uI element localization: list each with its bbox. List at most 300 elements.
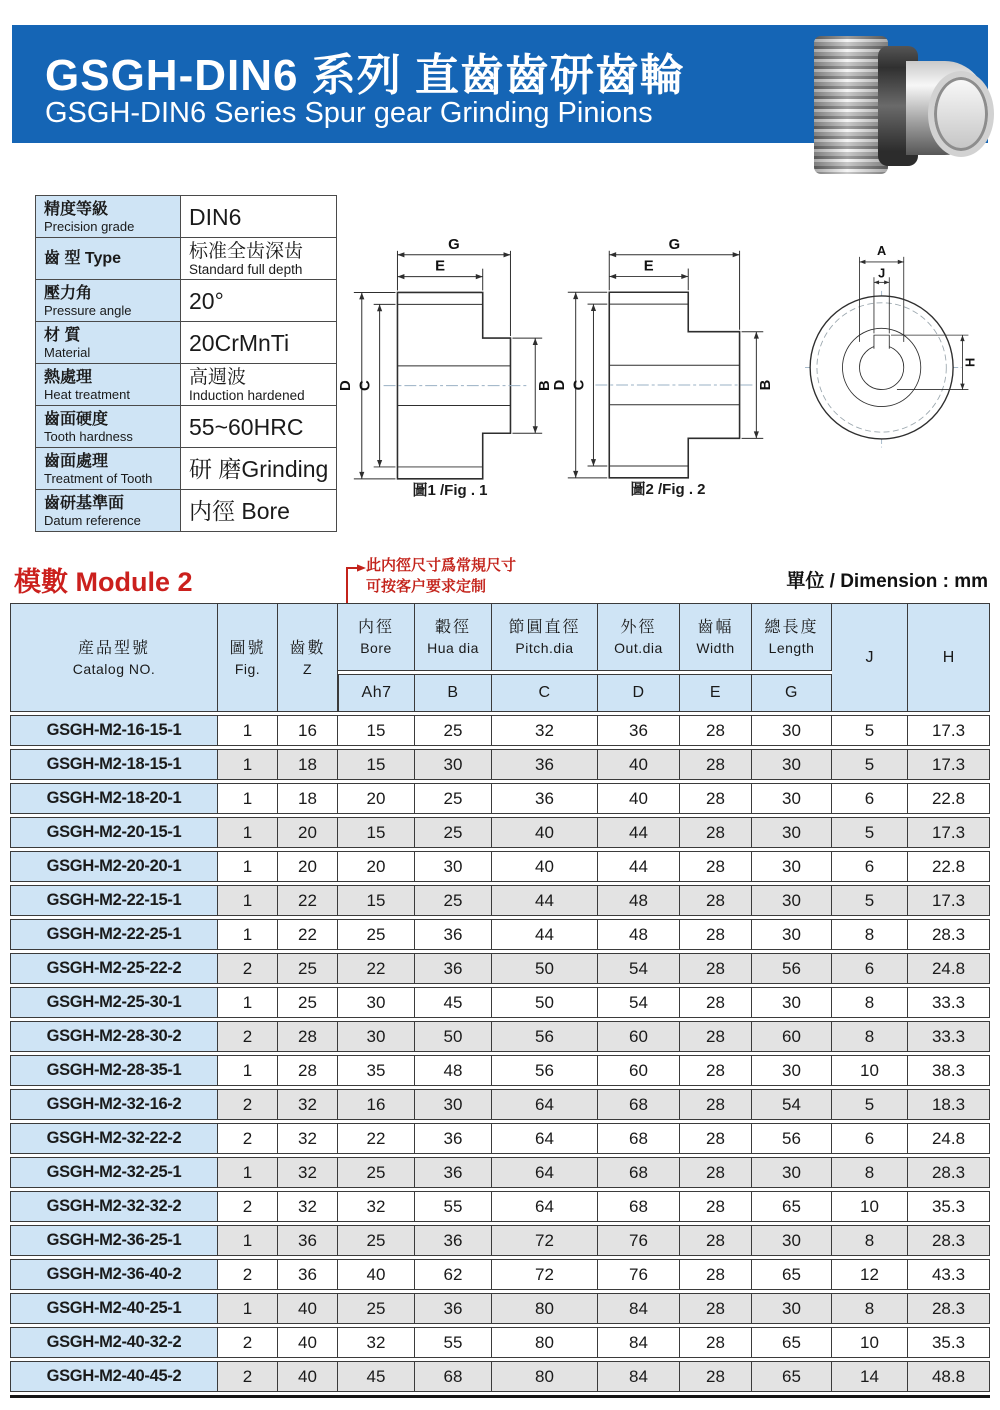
technical-drawings: [330, 233, 992, 503]
out-dia-cell: 84: [598, 1293, 680, 1324]
width-cell: 28: [680, 1021, 752, 1052]
width-cell: 28: [680, 1123, 752, 1154]
catalog-number-cell: GSGH-M2-28-35-1: [10, 1055, 218, 1086]
catalog-row: [10, 715, 990, 746]
spec-value-cell: [181, 364, 337, 406]
length-cell: 30: [752, 1225, 832, 1256]
spec-label-cell: [36, 448, 181, 490]
teeth-count-cell: 25: [278, 987, 338, 1018]
pitch-dia-cell: 40: [492, 817, 598, 848]
catalog-row: [10, 1123, 990, 1154]
spec-row: [36, 448, 337, 490]
teeth-count-cell: 20: [278, 817, 338, 848]
pitch-dia-cell: 64: [492, 1089, 598, 1120]
spec-label-zh: 精度等級: [44, 200, 109, 218]
hub-dia-cell: 30: [415, 1089, 492, 1120]
out-dia-cell: 40: [598, 783, 680, 814]
spec-value: 20CrMnTi: [189, 329, 290, 356]
h-cell: 43.3: [908, 1259, 990, 1290]
j-cell: 10: [832, 1327, 908, 1358]
bore-cell: 30: [338, 987, 415, 1018]
width-cell: 28: [680, 1259, 752, 1290]
j-cell: 6: [832, 851, 908, 882]
page-title-en: GSGH-DIN6 Series Spur gear Grinding Pinions: [45, 97, 653, 129]
length-cell: 65: [752, 1191, 832, 1222]
out-dia-cell: 68: [598, 1157, 680, 1188]
hub-dia-cell: 62: [415, 1259, 492, 1290]
h-cell: 35.3: [908, 1191, 990, 1222]
subcol-ah7: Ah7: [338, 674, 415, 712]
j-cell: 5: [832, 1089, 908, 1120]
j-cell: 8: [832, 1021, 908, 1052]
hub-dia-cell: 30: [415, 749, 492, 780]
spec-label-en: Pressure angle: [44, 302, 132, 318]
dim-label-c: C: [357, 380, 374, 392]
subcol-g: G: [752, 674, 832, 712]
subcol-e: E: [680, 674, 752, 712]
spec-row: [36, 238, 337, 280]
bore-cell: 45: [338, 1361, 415, 1392]
spec-label-zh: 熱處理: [44, 368, 93, 386]
fig-cell: 1: [218, 987, 278, 1018]
catalog-table-body: [10, 715, 990, 1392]
length-cell: 30: [752, 1055, 832, 1086]
j-cell: 5: [832, 749, 908, 780]
spec-value-cell: [181, 322, 337, 364]
h-cell: 22.8: [908, 851, 990, 882]
catalog-row: [10, 783, 990, 814]
catalog-number-cell: GSGH-M2-20-20-1: [10, 851, 218, 882]
spec-label-en: Tooth hardness: [44, 428, 133, 444]
spec-label-zh: 壓力角: [44, 284, 93, 302]
subcol-c: C: [492, 674, 598, 712]
fig-cell: 2: [218, 1191, 278, 1222]
bore-cell: 22: [338, 953, 415, 984]
catalog-number-cell: GSGH-M2-22-15-1: [10, 885, 218, 916]
spec-value: 研 磨Grinding: [189, 455, 329, 482]
h-cell: 28.3: [908, 1157, 990, 1188]
teeth-count-cell: 22: [278, 919, 338, 950]
catalog-number-cell: GSGH-M2-16-15-1: [10, 715, 218, 746]
spec-row: [36, 280, 337, 322]
col-header-pitch: 節圓直徑 Pitch.dia: [492, 603, 598, 671]
length-cell: 60: [752, 1021, 832, 1052]
h-cell: 17.3: [908, 715, 990, 746]
j-cell: 5: [832, 715, 908, 746]
fig-cell: 2: [218, 1259, 278, 1290]
pitch-dia-cell: 36: [492, 749, 598, 780]
hub-dia-cell: 30: [415, 851, 492, 882]
catalog-row: [10, 987, 990, 1018]
h-cell: 24.8: [908, 1123, 990, 1154]
gear-teeth-image: [814, 36, 888, 174]
hub-dia-cell: 36: [415, 1157, 492, 1188]
out-dia-cell: 48: [598, 919, 680, 950]
spec-label-zh: 齒 型 Type: [44, 250, 122, 267]
col-header-length: 總長度 Length: [752, 603, 832, 671]
pitch-dia-cell: 40: [492, 851, 598, 882]
hub-dia-cell: 50: [415, 1021, 492, 1052]
catalog-number-cell: GSGH-M2-25-22-2: [10, 953, 218, 984]
h-cell: 28.3: [908, 1225, 990, 1256]
spec-value-cell: [181, 196, 337, 238]
fig-cell: 1: [218, 919, 278, 950]
spec-label-cell: [36, 364, 181, 406]
spec-value-cell: [181, 490, 337, 532]
pitch-dia-cell: 56: [492, 1055, 598, 1086]
j-cell: 8: [832, 1225, 908, 1256]
spec-label-cell: [36, 490, 181, 532]
col-header-width: 齒幅 Width: [680, 603, 752, 671]
col-header-fig: 圖號 Fig.: [218, 603, 278, 712]
width-cell: 28: [680, 953, 752, 984]
hub-dia-cell: 55: [415, 1191, 492, 1222]
teeth-count-cell: 16: [278, 715, 338, 746]
bore-note-line2: 可按客户要求定制: [366, 578, 487, 595]
length-cell: 54: [752, 1089, 832, 1120]
bore-note: [366, 555, 516, 597]
out-dia-cell: 44: [598, 817, 680, 848]
spec-value: 高週波: [189, 366, 247, 388]
dim-label-e: E: [643, 258, 654, 275]
bore-cell: 25: [338, 1225, 415, 1256]
spec-table: [35, 195, 337, 532]
catalog-row: [10, 817, 990, 848]
h-cell: 18.3: [908, 1089, 990, 1120]
width-cell: 28: [680, 987, 752, 1018]
spec-label-en: Material: [44, 344, 91, 360]
pitch-dia-cell: 80: [492, 1361, 598, 1392]
pitch-dia-cell: 80: [492, 1327, 598, 1358]
fig-cell: 1: [218, 885, 278, 916]
out-dia-cell: 84: [598, 1327, 680, 1358]
j-cell: 6: [832, 783, 908, 814]
catalog-number-cell: GSGH-M2-18-20-1: [10, 783, 218, 814]
hub-dia-cell: 36: [415, 953, 492, 984]
teeth-count-cell: 18: [278, 749, 338, 780]
teeth-count-cell: 18: [278, 783, 338, 814]
fig-cell: 2: [218, 1021, 278, 1052]
out-dia-cell: 36: [598, 715, 680, 746]
spec-label-cell: [36, 238, 181, 280]
out-dia-cell: 60: [598, 1055, 680, 1086]
length-cell: 56: [752, 953, 832, 984]
fig1-drawing: [336, 233, 564, 483]
width-cell: 28: [680, 715, 752, 746]
length-cell: 30: [752, 987, 832, 1018]
length-cell: 65: [752, 1361, 832, 1392]
length-cell: 30: [752, 885, 832, 916]
j-cell: 12: [832, 1259, 908, 1290]
j-cell: 10: [832, 1191, 908, 1222]
h-cell: 38.3: [908, 1055, 990, 1086]
catalog-table-section: [10, 600, 990, 1398]
teeth-count-cell: 40: [278, 1361, 338, 1392]
fig-cell: 2: [218, 953, 278, 984]
pitch-dia-cell: 72: [492, 1259, 598, 1290]
catalog-number-cell: GSGH-M2-40-32-2: [10, 1327, 218, 1358]
module-heading: 模數 Module 2: [14, 567, 193, 597]
catalog-row: [10, 851, 990, 882]
fig-cell: 1: [218, 1293, 278, 1324]
bore-cell: 40: [338, 1259, 415, 1290]
width-cell: 28: [680, 783, 752, 814]
bore-cell: 15: [338, 749, 415, 780]
h-cell: 17.3: [908, 817, 990, 848]
page-title-zh: GSGH-DIN6 系列 直齒齒研齒輪: [45, 51, 685, 100]
col-header-bore: 内徑 Bore: [338, 603, 415, 671]
fig1-caption: 圖1 /Fig . 1: [412, 481, 488, 499]
width-cell: 28: [680, 1225, 752, 1256]
length-cell: 30: [752, 783, 832, 814]
fig-cell: 2: [218, 1361, 278, 1392]
fig-cell: 1: [218, 1055, 278, 1086]
catalog-number-cell: GSGH-M2-36-40-2: [10, 1259, 218, 1290]
catalog-row: [10, 1089, 990, 1120]
dim-label-c: C: [571, 379, 588, 391]
hub-dia-cell: 36: [415, 919, 492, 950]
width-cell: 28: [680, 919, 752, 950]
spec-value-sub: Standard full depth: [189, 261, 303, 277]
spec-row: [36, 196, 337, 238]
teeth-count-cell: 36: [278, 1225, 338, 1256]
spec-label-en: Treatment of Tooth: [44, 470, 153, 486]
hub-dia-cell: 25: [415, 783, 492, 814]
pitch-dia-cell: 72: [492, 1225, 598, 1256]
out-dia-cell: 76: [598, 1259, 680, 1290]
spec-row: [36, 364, 337, 406]
spec-value-cell: [181, 406, 337, 448]
j-cell: 5: [832, 817, 908, 848]
bore-cell: 22: [338, 1123, 415, 1154]
dim-label-d: D: [552, 379, 568, 391]
h-cell: 22.8: [908, 783, 990, 814]
width-cell: 28: [680, 817, 752, 848]
catalog-row: [10, 919, 990, 950]
pitch-dia-cell: 44: [492, 885, 598, 916]
teeth-count-cell: 32: [278, 1157, 338, 1188]
hub-dia-cell: 36: [415, 1123, 492, 1154]
catalog-number-cell: GSGH-M2-32-16-2: [10, 1089, 218, 1120]
teeth-count-cell: 32: [278, 1089, 338, 1120]
spec-value: 20°: [189, 287, 224, 314]
spec-row: [36, 322, 337, 364]
catalog-row: [10, 749, 990, 780]
length-cell: 30: [752, 919, 832, 950]
j-cell: 14: [832, 1361, 908, 1392]
spec-value: 标准全齿深齿: [189, 240, 304, 262]
bore-cell: 25: [338, 919, 415, 950]
width-cell: 28: [680, 1327, 752, 1358]
gear-product-photo: [812, 28, 988, 180]
spec-label-zh: 齒研基準面: [44, 494, 125, 512]
pitch-dia-cell: 32: [492, 715, 598, 746]
catalog-number-cell: GSGH-M2-20-15-1: [10, 817, 218, 848]
catalog-row: [10, 1225, 990, 1256]
spec-value: 内徑 Bore: [189, 497, 290, 524]
catalog-number-cell: GSGH-M2-36-25-1: [10, 1225, 218, 1256]
dim-label-e: E: [435, 258, 446, 275]
fig2-caption: 圖2 /Fig . 2: [630, 480, 706, 498]
col-header-h: H: [908, 603, 990, 712]
gear-hub-face-image: [928, 71, 994, 157]
bore-cell: 15: [338, 715, 415, 746]
j-cell: 5: [832, 885, 908, 916]
spec-row: [36, 406, 337, 448]
width-cell: 28: [680, 749, 752, 780]
h-cell: 33.3: [908, 1021, 990, 1052]
col-header-catalog: 産品型號 Catalog NO.: [10, 603, 218, 712]
fig-cell: 1: [218, 749, 278, 780]
width-cell: 28: [680, 1157, 752, 1188]
figure-2: [552, 233, 784, 499]
teeth-count-cell: 22: [278, 885, 338, 916]
bore-cell: 32: [338, 1191, 415, 1222]
catalog-row: [10, 1021, 990, 1052]
spec-value-cell: [181, 280, 337, 322]
col-header-z: 齒數 Z: [278, 603, 338, 712]
h-cell: 17.3: [908, 749, 990, 780]
fig-cell: 1: [218, 715, 278, 746]
spec-label-cell: [36, 196, 181, 238]
fig-cell: 2: [218, 1089, 278, 1120]
length-cell: 65: [752, 1259, 832, 1290]
fig2-drawing: [552, 233, 784, 482]
bore-cell: 20: [338, 783, 415, 814]
bore-note-line1: 此内徑尺寸爲常規尺寸: [366, 557, 517, 574]
length-cell: 65: [752, 1327, 832, 1358]
width-cell: 28: [680, 1361, 752, 1392]
hub-dia-cell: 45: [415, 987, 492, 1018]
out-dia-cell: 68: [598, 1191, 680, 1222]
teeth-count-cell: 25: [278, 953, 338, 984]
hub-dia-cell: 55: [415, 1327, 492, 1358]
j-cell: 8: [832, 1157, 908, 1188]
dim-label-g: G: [448, 236, 460, 253]
teeth-count-cell: 40: [278, 1327, 338, 1358]
hub-dia-cell: 36: [415, 1293, 492, 1324]
width-cell: 28: [680, 1191, 752, 1222]
col-header-out: 外徑 Out.dia: [598, 603, 680, 671]
dim-label-b: B: [758, 379, 775, 391]
catalog-row: [10, 1191, 990, 1222]
spec-value: 55~60HRC: [189, 413, 304, 440]
figure-3: [788, 233, 988, 454]
teeth-count-cell: 36: [278, 1259, 338, 1290]
bore-cell: 15: [338, 817, 415, 848]
bore-cell: 25: [338, 1293, 415, 1324]
spec-value-cell: [181, 448, 337, 490]
pitch-dia-cell: 56: [492, 1021, 598, 1052]
fig3-drawing: [788, 233, 988, 454]
out-dia-cell: 44: [598, 851, 680, 882]
j-cell: 8: [832, 919, 908, 950]
out-dia-cell: 68: [598, 1123, 680, 1154]
width-cell: 28: [680, 1089, 752, 1120]
spec-label-cell: [36, 280, 181, 322]
fig-cell: 1: [218, 1225, 278, 1256]
h-cell: 48.8: [908, 1361, 990, 1392]
teeth-count-cell: 32: [278, 1123, 338, 1154]
dim-label-a: A: [877, 243, 887, 259]
length-cell: 30: [752, 715, 832, 746]
length-cell: 56: [752, 1123, 832, 1154]
spec-label-cell: [36, 322, 181, 364]
length-cell: 30: [752, 749, 832, 780]
j-cell: 10: [832, 1055, 908, 1086]
spec-label-zh: 齒面處理: [44, 452, 109, 470]
bore-cell: 20: [338, 851, 415, 882]
h-cell: 35.3: [908, 1327, 990, 1358]
h-cell: 28.3: [908, 1293, 990, 1324]
dim-label-j: J: [878, 265, 886, 281]
pitch-dia-cell: 64: [492, 1191, 598, 1222]
out-dia-cell: 40: [598, 749, 680, 780]
h-cell: 17.3: [908, 885, 990, 916]
width-cell: 28: [680, 1055, 752, 1086]
fig-cell: 1: [218, 851, 278, 882]
catalog-row: [10, 1293, 990, 1324]
spec-label-en: Datum reference: [44, 512, 141, 528]
pitch-dia-cell: 50: [492, 953, 598, 984]
figure-1: [336, 233, 564, 500]
spec-row: [36, 490, 337, 532]
pitch-dia-cell: 64: [492, 1123, 598, 1154]
hub-dia-cell: 25: [415, 715, 492, 746]
out-dia-cell: 60: [598, 1021, 680, 1052]
catalog-row: [10, 1327, 990, 1358]
j-cell: 8: [832, 987, 908, 1018]
spec-label-en: Precision grade: [44, 218, 135, 234]
catalog-number-cell: GSGH-M2-28-30-2: [10, 1021, 218, 1052]
hub-dia-cell: 25: [415, 817, 492, 848]
bore-cell: 30: [338, 1021, 415, 1052]
teeth-count-cell: 40: [278, 1293, 338, 1324]
catalog-number-cell: GSGH-M2-32-32-2: [10, 1191, 218, 1222]
length-cell: 30: [752, 851, 832, 882]
width-cell: 28: [680, 885, 752, 916]
out-dia-cell: 76: [598, 1225, 680, 1256]
width-cell: 28: [680, 1293, 752, 1324]
out-dia-cell: 68: [598, 1089, 680, 1120]
bore-cell: 15: [338, 885, 415, 916]
catalog-number-cell: GSGH-M2-22-25-1: [10, 919, 218, 950]
col-header-hua: 轂徑 Hua dia: [415, 603, 492, 671]
hub-dia-cell: 68: [415, 1361, 492, 1392]
h-cell: 33.3: [908, 987, 990, 1018]
spec-label-zh: 齒面硬度: [44, 410, 109, 428]
teeth-count-cell: 28: [278, 1021, 338, 1052]
spec-value: DIN6: [189, 203, 242, 230]
catalog-table: [10, 600, 990, 1398]
catalog-row: [10, 1055, 990, 1086]
catalog-number-cell: GSGH-M2-40-25-1: [10, 1293, 218, 1324]
pitch-dia-cell: 36: [492, 783, 598, 814]
out-dia-cell: 48: [598, 885, 680, 916]
hub-dia-cell: 36: [415, 1225, 492, 1256]
catalog-row: [10, 1361, 990, 1392]
length-cell: 30: [752, 1293, 832, 1324]
pitch-dia-cell: 50: [492, 987, 598, 1018]
length-cell: 30: [752, 1157, 832, 1188]
spec-value-cell: [181, 238, 337, 280]
teeth-count-cell: 32: [278, 1191, 338, 1222]
teeth-count-cell: 20: [278, 851, 338, 882]
bore-cell: 35: [338, 1055, 415, 1086]
length-cell: 30: [752, 817, 832, 848]
out-dia-cell: 84: [598, 1361, 680, 1392]
pitch-dia-cell: 44: [492, 919, 598, 950]
